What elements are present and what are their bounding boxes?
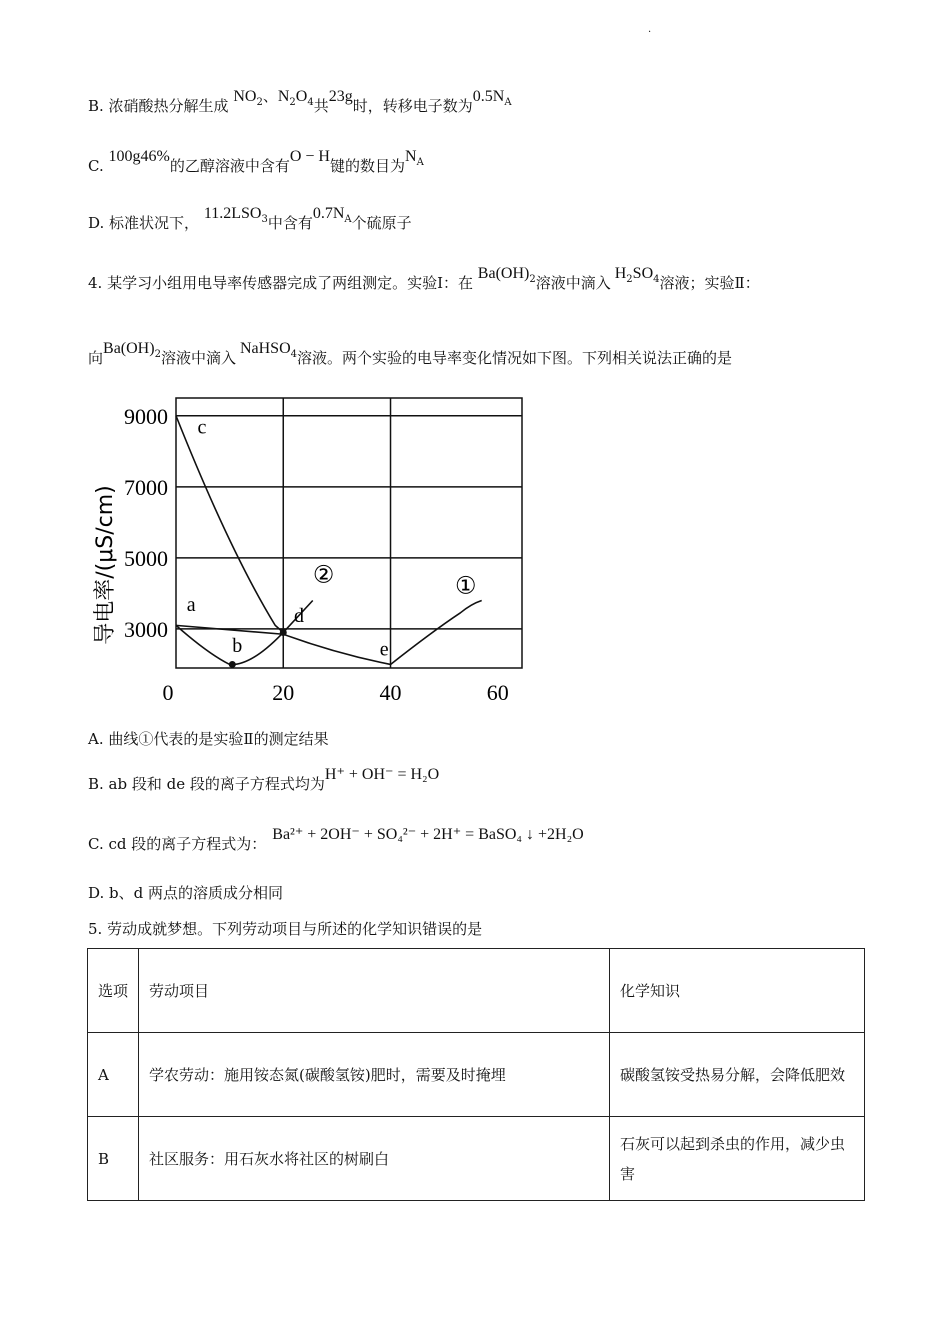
q4-option-c: C. cd 段的离子方程式为：Ba²⁺ + 2OH⁻ + SO₄²⁻ + 2H⁺ = BaSO₄ ↓ +2H₂O (88, 826, 584, 853)
x-tick-label: 40 (379, 680, 402, 705)
q4-option-b: B. ab 段和 de 段的离子方程式均为H⁺ + OH⁻ = H₂O (88, 766, 440, 793)
point-label-c: c (197, 416, 207, 439)
q4-option-a: A. 曲线①代表的是实验Ⅱ的测定结果 (88, 730, 329, 748)
point-label-b: b (232, 635, 243, 658)
option-c-q3: C. 100g46%的乙醇溶液中含有O − H键的数目为$N_A$ (88, 148, 424, 175)
header-knowledge: 化学知识 (610, 949, 865, 1033)
conductivity-chart (80, 390, 540, 720)
row-knowledge: 碳酸氢铵受热易分解，会降低肥效 (610, 1033, 865, 1117)
series-1-line (176, 601, 482, 665)
y-tick-label: 7000 (124, 474, 168, 500)
curve-label: ② (312, 560, 335, 589)
point-d (280, 629, 287, 636)
q4-line2: 向$Ba(OH)_2$溶液中滴入NaHSO$_4$溶液。两个实验的电导率变化情况如下图。下列相关说法正确的是 (88, 340, 733, 367)
point-label-d: d (293, 604, 304, 627)
option-b-q3: B. 浓硝酸热分解生成 $NO_2$、$N_2O_4$共23g时，转移电子数为$0.5N_A$ (88, 87, 512, 115)
x-tick-label: 20 (272, 680, 295, 705)
row-knowledge: 石灰可以起到杀虫的作用，减少虫害 (610, 1117, 865, 1201)
series-2-line (176, 601, 313, 665)
header-item: 劳动项目 (139, 949, 610, 1033)
chart-marks (176, 416, 482, 668)
top-dot: . (648, 24, 652, 35)
table-header-row (88, 949, 865, 1033)
row-item: 社区服务：用石灰水将社区的树刷白 (139, 1117, 610, 1201)
y-axis-label: 导电率/(μS/cm) (93, 485, 118, 645)
curve-label: ① (454, 571, 477, 600)
row-item: 学农劳动：施用铵态氮(碳酸氢铵)肥时，需要及时掩埋 (139, 1033, 610, 1117)
y-tick-label: 9000 (124, 403, 168, 429)
row-option: B (88, 1117, 139, 1201)
y-tick-label: 5000 (124, 545, 168, 571)
table-row (88, 1117, 865, 1201)
chart-grid (124, 398, 522, 705)
q4-option-d: D. b、d 两点的溶质成分相同 (88, 884, 284, 902)
header-option: 选项 (88, 949, 139, 1033)
plot-frame (176, 398, 522, 668)
option-d-q3: D. 标准状况下， $11.2LSO_3$中含有$0.7N_A$个硫原子 (88, 205, 412, 232)
table-row (88, 1033, 865, 1117)
x-tick-label: 60 (486, 680, 509, 705)
point-label-a: a (186, 594, 196, 617)
x-tick-label: 0 (162, 680, 174, 705)
y-tick-label: 3000 (124, 616, 168, 642)
q5-title: 5. 劳动成就梦想。下列劳动项目与所述的化学知识错误的是 (88, 920, 483, 938)
point-b (229, 661, 236, 668)
q4-line1: 4. 某学习小组用电导率传感器完成了两组测定。实验Ⅰ：在 $Ba(OH)_2$溶液中滴入$H_2SO_4$溶液；实验Ⅱ： (88, 265, 760, 292)
point-label-e: e (379, 638, 389, 661)
row-option: A (88, 1033, 139, 1117)
q5-table (87, 948, 865, 1201)
